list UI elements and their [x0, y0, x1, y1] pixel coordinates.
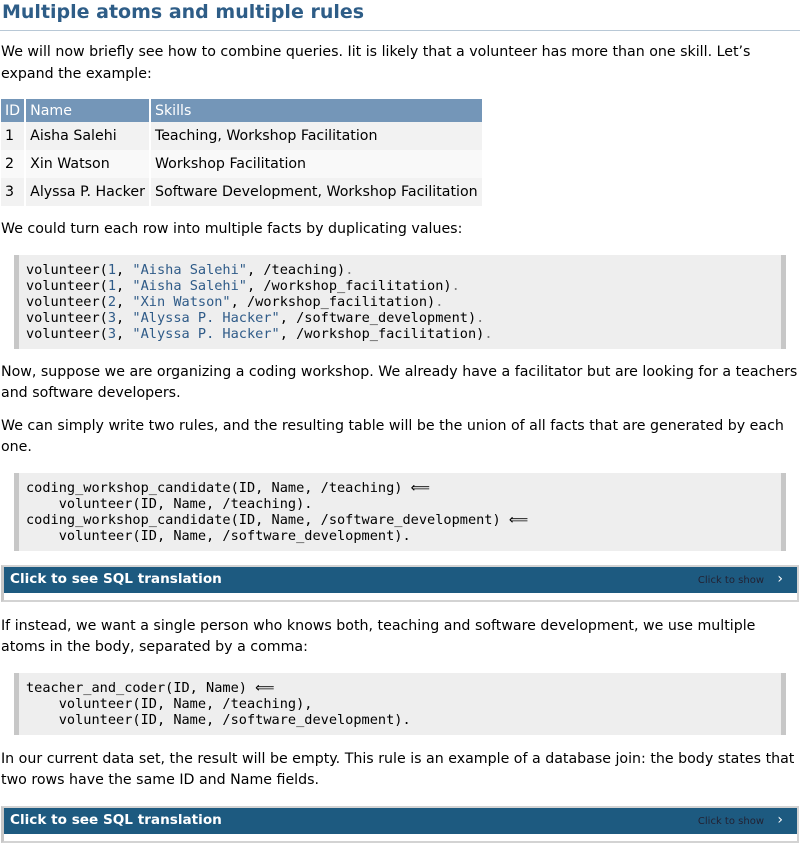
intro-paragraph: We will now briefly see how to combine queries. Iit is likely that a volunteer has more than one skill. Let’s expand the example:	[1, 44, 751, 82]
code-line: volunteer(1, "Aisha Salehi", /workshop_facilitation).	[26, 277, 460, 294]
column-header-id: ID	[1, 99, 25, 122]
volunteer-skills-table	[1, 99, 482, 206]
union-paragraph: We can simply write two rules, and the resulting table will be the union of all facts that are generated by each one.	[1, 417, 784, 455]
sql-translation-toggle-1[interactable]	[1, 565, 799, 602]
toggle-content-area	[4, 834, 797, 841]
column-header-name: Name	[25, 99, 150, 122]
cell-skills: Software Development, Workshop Facilitation	[150, 178, 482, 206]
column-header-skills: Skills	[150, 99, 482, 122]
code-line: volunteer(ID, Name, /software_development).	[26, 527, 411, 544]
toggle-hint: Click to show	[697, 574, 764, 586]
cell-id: 1	[1, 122, 25, 150]
code-line: coding_workshop_candidate(ID, Name, /teaching) ⟸	[26, 479, 431, 496]
code-line: volunteer(ID, Name, /teaching),	[26, 695, 313, 712]
toggle-label: Click to see SQL translation	[10, 570, 222, 587]
workshop-paragraph: Now, suppose we are organizing a coding workshop. We already have a facilitator but are looking for a teachers and software developers.	[1, 363, 798, 401]
toggle-content-area	[4, 593, 797, 600]
cell-skills: Teaching, Workshop Facilitation	[150, 122, 482, 150]
join-intro-paragraph: If instead, we want a single person who knows both, teaching and software development, we use multiple atoms in the body, separated by a comma:	[1, 617, 756, 655]
sql-translation-toggle-bar[interactable]	[4, 808, 797, 834]
toggle-label: Click to see SQL translation	[10, 811, 222, 828]
join-code-block	[14, 673, 786, 735]
rules-code-block	[14, 473, 786, 551]
chevron-right-icon: ›	[777, 811, 783, 828]
code-line: volunteer(1, "Aisha Salehi", /teaching).	[26, 261, 354, 278]
chevron-right-icon: ›	[777, 570, 783, 587]
cell-skills: Workshop Facilitation	[150, 150, 482, 178]
section-heading: Multiple atoms and multiple rules	[0, 0, 800, 31]
cell-name: Xin Watson	[25, 150, 150, 178]
table-row	[1, 122, 482, 150]
table-header-row	[1, 99, 482, 122]
code-line: volunteer(ID, Name, /software_development).	[26, 711, 411, 728]
cell-id: 3	[1, 178, 25, 206]
toggle-hint: Click to show	[697, 815, 764, 827]
code-line: coding_workshop_candidate(ID, Name, /software_development) ⟸	[26, 511, 529, 528]
facts-intro-paragraph: We could turn each row into multiple facts by duplicating values:	[1, 221, 463, 237]
code-line: volunteer(ID, Name, /teaching).	[26, 495, 313, 512]
sql-translation-toggle-2[interactable]	[1, 806, 799, 843]
code-line: teacher_and_coder(ID, Name) ⟸	[26, 679, 275, 696]
cell-id: 2	[1, 150, 25, 178]
cell-name: Alyssa P. Hacker	[25, 178, 150, 206]
empty-result-paragraph: In our current data set, the result will be empty. This rule is an example of a database join: the body states that two rows have the same ID and Name fields.	[1, 750, 795, 788]
table-row	[1, 178, 482, 206]
cell-name: Aisha Salehi	[25, 122, 150, 150]
code-line: volunteer(3, "Alyssa P. Hacker", /software_development).	[26, 309, 485, 326]
code-line: volunteer(2, "Xin Watson", /workshop_facilitation).	[26, 293, 444, 310]
table-row	[1, 150, 482, 178]
code-line: volunteer(3, "Alyssa P. Hacker", /workshop_facilitation).	[26, 325, 493, 342]
sql-translation-toggle-bar[interactable]	[4, 567, 797, 593]
facts-code-block	[14, 255, 786, 349]
